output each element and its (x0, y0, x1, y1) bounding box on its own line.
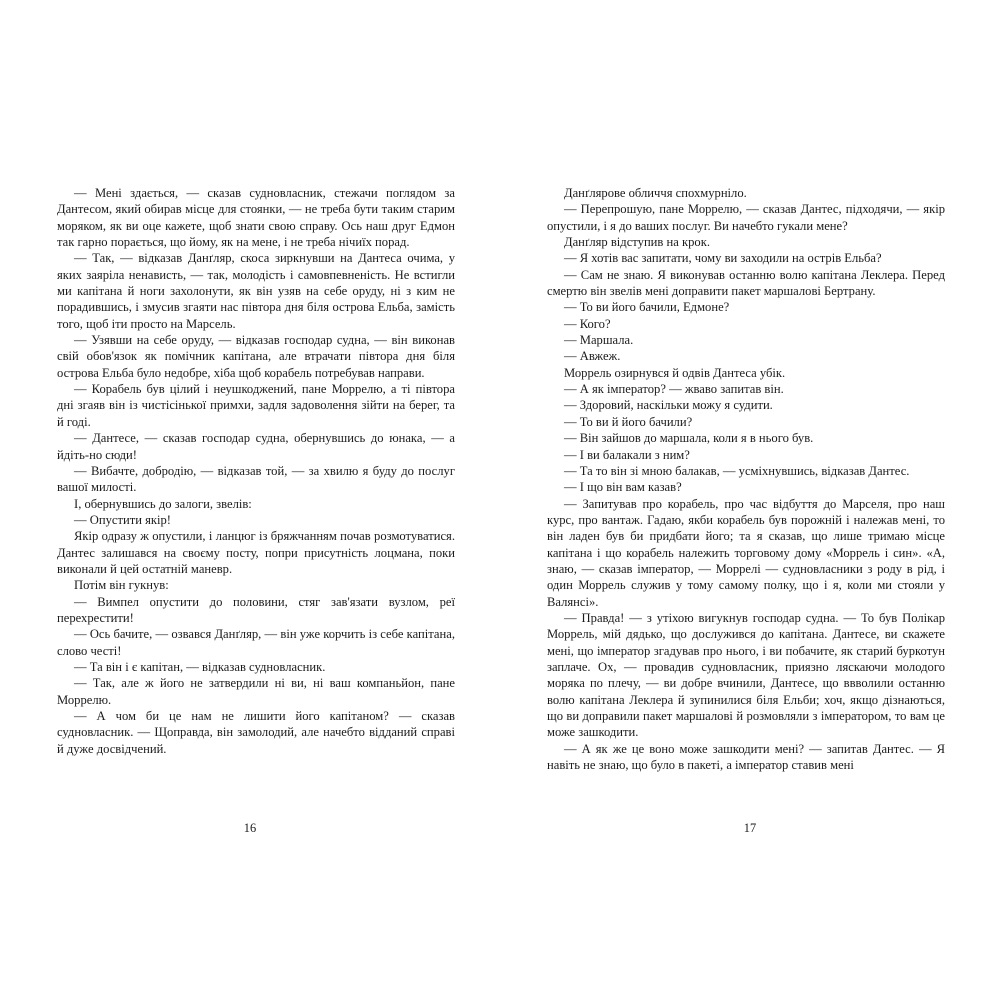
paragraph: Данґляр відступив на крок. (564, 235, 710, 250)
paragraph: — Перепрошую, пане Моррелю, — сказав Дантес, підходячи, — якір опустили, і я до ваших послуг. Ви начебто гукали мене? (547, 202, 945, 233)
left-page-text (57, 185, 455, 757)
paragraph: — Вимпел опустити до половини, стяг зав'язати вузлом, реї перехрестити! (57, 594, 455, 625)
paragraph: — А як імператор? — жваво запитав він. (564, 382, 784, 397)
paragraph: — Запитував про корабель, про час відбуття до Марселя, про наш курс, про вантаж. Гадаю, якби корабель був порожній і належав мені, то він ладен був би придбати його; та я сказав, що лише тримаю місце капітана і що корабель належить торговому дому «Моррель і син». «А, знаю, — сказав імператор, — Моррелі — судновласники з роду в рід, і один Моррель служив у тому самому полку, що і я, коли ми стояли у Валянсі». (547, 496, 945, 609)
paragraph: — А чом би це нам не лишити його капітаном? — сказав судновласник. — Щоправда, він замолодий, але начебто відданий справі й дуже досвідчений. (57, 709, 455, 756)
paragraph: — А як же це воно може зашкодити мені? — запитав Дантес. — Я навіть не знаю, що було в пакеті, а імператор ставив мені (547, 741, 945, 773)
paragraph: Моррель озирнувся й одвів Дантеса убік. (564, 365, 786, 380)
paragraph: — Узявши на себе оруду, — відказав господар судна, — він виконав свій обов'язок як помічник капітана, але втрачати півтора дня біля острова Ельба було недобре, хіба щоб корабель потребував направи. (57, 333, 455, 380)
paragraph: — Я хотів вас запитати, чому ви заходили на острів Ельба? (564, 251, 882, 266)
paragraph: — Авжеж. (564, 349, 621, 364)
paragraph: — Мені здається, — сказав судновласник, стежачи поглядом за Дантесом, який обирав місце для стоянки, — не треба бути таким старим моряком, як ви оце кажете, щоб знати свою справу. Ось наш друг Едмон так гарно порається, що йому, як на мене, і не треба нічиїх порад. (57, 186, 455, 250)
paragraph: — Здоровий, наскільки можу я судити. (564, 398, 773, 413)
paragraph: — Маршала. (564, 333, 634, 348)
paragraph: — Вибачте, добродію, — відказав той, — за хвилю я буду до послуг вашої милості. (57, 463, 455, 495)
paragraph: — Та то він зі мною балакав, — усміхнувшись, відказав Дантес. (564, 463, 910, 478)
paragraph: — Дантесе, — сказав господар судна, обернувшись до юнака, — а йдіть-но сюди! (57, 431, 455, 462)
paragraph: — Корабель був цілий і неушкоджений, пане Моррелю, а ті півтора дні згаяв він із чистісінької примхи, задля задоволення зійти на берег, та й годі. (57, 382, 455, 429)
page-number-left: 16 (243, 821, 257, 835)
page-left (0, 185, 500, 1000)
paragraph: — То ви його бачили, Едмоне? (564, 300, 730, 315)
paragraph: Потім він гукнув: (74, 578, 169, 593)
paragraph: — Кого? (564, 316, 611, 331)
paragraph: — Опустити якір! (74, 512, 171, 527)
paragraph: — Так, але ж його не затвердили ні ви, ні ваш компаньйон, пане Моррелю. (57, 676, 455, 707)
right-page-text (547, 185, 945, 773)
paragraph: — То ви й його бачили? (564, 414, 693, 429)
paragraph: — Правда! — з утіхою вигукнув господар судна. — То був Полікар Моррель, мій дядько, що дослужився до капітана. Дантесе, ви скажете мені, що імператор згадував про нього, і ви побачите, як старий буркотун заплаче. Ох, — провадив судновласник, приязно ляскаючи молодого моряка по плечу, — ви добре вчинили, Дантесе, що ввволили останню волю капітана Леклера й зупинилися біля Ельби; хоч, якщо дізнаються, що ви доправили пакет маршалові й розмовляли з імператором, то вам це може зашкодити. (547, 610, 945, 740)
paragraph: — Ось бачите, — озвався Данґляр, — він уже корчить із себе капітана, слово честі! (57, 627, 455, 658)
paragraph: — Він зайшов до маршала, коли я в нього був. (564, 431, 814, 446)
paragraph: І, обернувшись до залоги, звелів: (74, 496, 252, 511)
paragraph: — Сам не знаю. Я виконував останню волю капітана Леклера. Перед смертю він звелів мені доправити пакет маршалові Бертрану. (547, 267, 945, 299)
paragraph: — І ви балакали з ним? (564, 447, 690, 462)
paragraph: Данґлярове обличчя спохмурніло. (564, 186, 747, 200)
paragraph: Якір одразу ж опустили, і ланцюг із бряжчанням почав розмотуватися. Дантес залишався на своєму посту, попри присутність лоцмана, поки виконали й цей остатній маневр. (57, 529, 455, 576)
paragraph: — І що він вам казав? (564, 480, 682, 495)
page-right (500, 185, 1000, 1000)
paragraph: — Так, — відказав Данґляр, скоса зиркнувши на Дантеса очима, у яких заяріла ненависть, — так, молодість і самовпевненість. Не встигли ми капітана й ноги захолонути, як він узяв на себе оруду, ні з ким не порадившись, і змусив згаяти нас півтора дня біля острова Ельба, замість того, щоб іти просто на Марсель. (57, 251, 455, 331)
paragraph: — Та він і є капітан, — відказав судновласник. (74, 659, 326, 674)
page-number-right: 17 (743, 821, 757, 835)
